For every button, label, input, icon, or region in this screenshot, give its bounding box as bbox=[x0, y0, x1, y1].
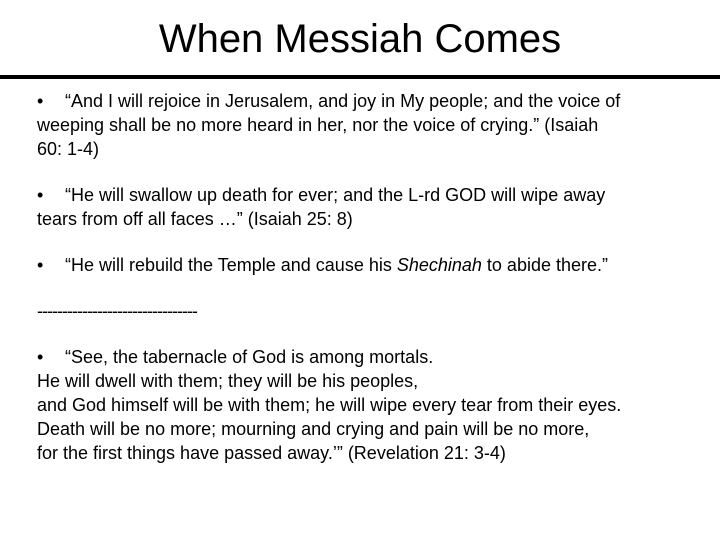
quote-line: and God himself will be with them; he will wipe every tear from their eyes. bbox=[37, 395, 622, 415]
quote-isaiah-25 bbox=[37, 183, 717, 231]
quote-revelation bbox=[37, 345, 717, 465]
quote-text-before: “He will rebuild the Temple and cause his bbox=[65, 255, 397, 275]
quote-line: for the first things have passed away.’” (Revelation 21: 3-4) bbox=[37, 443, 506, 463]
title-divider bbox=[0, 75, 720, 79]
quote-line: tears from off all faces …” (Isaiah 25: 8) bbox=[37, 209, 353, 229]
separator-line: -------------------------------- bbox=[37, 301, 197, 321]
quote-line bbox=[37, 183, 717, 207]
quote-text: “And I will rejoice in Jerusalem, and joy in My people; and the voice of bbox=[65, 91, 621, 111]
quote-line bbox=[37, 345, 717, 369]
quote-line: Death will be no more; mourning and crying and pain will be no more, bbox=[37, 419, 590, 439]
quote-temple bbox=[37, 253, 717, 277]
quote-line: 60: 1-4) bbox=[37, 139, 100, 159]
bullet-icon: • bbox=[37, 255, 44, 275]
quote-line bbox=[37, 253, 717, 277]
quote-emphasis: Shechinah bbox=[396, 255, 482, 275]
slide-title: When Messiah Comes bbox=[158, 17, 562, 61]
quote-line: weeping shall be no more heard in her, nor the voice of crying.” (Isaiah bbox=[37, 115, 599, 135]
quote-text: “He will swallow up death for ever; and the L-rd GOD will wipe away bbox=[65, 185, 606, 205]
quote-text: “See, the tabernacle of God is among mortals. bbox=[65, 347, 434, 367]
bullet-icon: • bbox=[37, 347, 44, 367]
bullet-icon: • bbox=[37, 91, 44, 111]
slide-body bbox=[37, 89, 717, 465]
quote-line bbox=[37, 89, 717, 113]
quote-isaiah-60 bbox=[37, 89, 717, 161]
quote-line: He will dwell with them; they will be his peoples, bbox=[37, 371, 419, 391]
bullet-icon: • bbox=[37, 185, 44, 205]
quote-text-after: to abide there.” bbox=[481, 255, 609, 275]
